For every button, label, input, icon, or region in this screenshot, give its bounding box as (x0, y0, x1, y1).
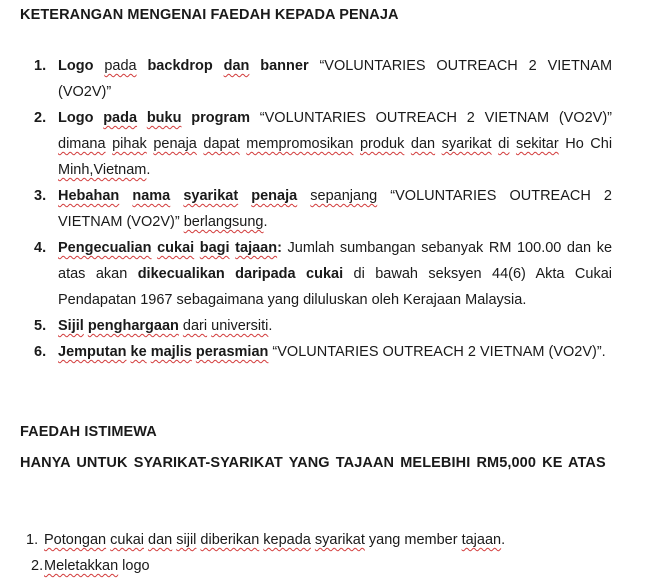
text-run: sijil (176, 532, 197, 548)
text-run: backdrop (147, 58, 213, 74)
special-benefits-heading: FAEDAH ISTIMEWA (20, 424, 157, 440)
text-run (137, 58, 148, 74)
list-number: 2. (34, 110, 47, 126)
document-heading: KETERANGAN MENGENAI FAEDAH KEPADA PENAJA (20, 7, 399, 23)
list-item (24, 183, 612, 235)
text-run: syarikat (183, 188, 239, 204)
text-run: cukai (157, 240, 195, 256)
text-run: penghargaan (87, 318, 179, 334)
text-run: diberikan (200, 532, 260, 548)
text-run: dan (223, 58, 250, 74)
text-run: buku (146, 110, 182, 126)
text-run (93, 110, 103, 126)
text-run: dan (410, 136, 436, 152)
text-run: dapat (203, 136, 240, 152)
text-run: Minh,Vietnam (58, 162, 147, 178)
text-run: perasmian (195, 344, 269, 360)
text-run: Pengecualian (58, 240, 152, 256)
text-run: mempromosikan (246, 136, 354, 152)
text-run: bagi (199, 240, 230, 256)
text-run: : (277, 240, 282, 256)
list-number: 3. (34, 188, 47, 204)
text-run: di bawah seksyen 44(6) Akta Cukai Pendapatan 1967 sebagaimana yang diluluskan oleh Kerajaan Malaysia. (58, 266, 612, 308)
text-run: Hebahan (58, 188, 120, 204)
text-run: syarikat (441, 136, 492, 152)
text-run: . (268, 318, 273, 334)
special-benefits-list (22, 527, 622, 579)
text-run: sekitar (515, 136, 559, 152)
list-number: 5. (34, 318, 47, 334)
text-run: produk (359, 136, 405, 152)
text-run: program (191, 110, 251, 126)
text-run: “VOLUNTARIES OUTREACH 2 VIETNAM (VO2V)” (250, 110, 612, 126)
list-item-text (58, 58, 612, 100)
list-item-text (58, 318, 272, 334)
list-item (22, 553, 622, 579)
list-item-text (58, 344, 606, 360)
text-run: cukai (110, 532, 144, 548)
list-item (22, 527, 622, 553)
text-run: Ho Chi (558, 136, 613, 152)
text-run: penaja (153, 136, 197, 152)
text-run: Logo (58, 58, 94, 74)
list-item (24, 53, 612, 105)
text-run: kepada (263, 532, 311, 548)
text-run: nama (132, 188, 171, 204)
text-run: . (263, 214, 268, 230)
list-item (24, 105, 612, 183)
benefits-list (24, 53, 612, 365)
list-number: 4. (34, 240, 47, 256)
list-number: 2. (31, 558, 44, 574)
list-item-text (58, 188, 612, 230)
list-number: 1. (34, 58, 47, 74)
text-run: . (146, 162, 151, 178)
text-run: “VOLUNTARIES OUTREACH 2 VIETNAM (VO2V)” (58, 58, 613, 100)
text-run: pada (104, 58, 137, 74)
list-item-text (44, 558, 150, 574)
text-run (119, 188, 132, 204)
list-item-text (58, 240, 612, 308)
text-run: pihak (112, 136, 147, 152)
list-item-text (44, 532, 505, 548)
text-run: dari (182, 318, 208, 334)
list-item (24, 313, 612, 339)
text-run: dimana (58, 136, 106, 152)
text-run: pada (103, 110, 138, 126)
list-item-text (58, 110, 612, 178)
text-run (137, 110, 147, 126)
text-run: “VOLUNTARIES OUTREACH 2 VIETNAM (VO2V)” (58, 188, 612, 230)
text-run (213, 58, 224, 74)
text-run (297, 188, 310, 204)
text-run: tajaan (235, 240, 278, 256)
text-run: Sijil (58, 318, 84, 334)
text-run: majlis (150, 344, 192, 360)
list-number: 6. (34, 344, 47, 360)
text-run: berlangsung (183, 214, 264, 230)
list-number: 1. (26, 532, 39, 548)
text-run: “VOLUNTARIES OUTREACH 2 VIETNAM (VO2V)”. (268, 344, 606, 360)
text-run: dikecualikan daripada cukai (137, 266, 344, 282)
text-run (170, 188, 183, 204)
text-run: . (501, 532, 506, 548)
text-run (238, 188, 251, 204)
sponsorship-threshold-heading: HANYA UNTUK SYARIKAT-SYARIKAT YANG TAJAAN MELEBIHI RM5,000 KE ATAS (20, 455, 606, 471)
text-run: Jumlah sumbangan sebanyak RM 100.00 dan ke atas akan (58, 240, 613, 282)
text-run: syarikat (314, 532, 365, 548)
text-run: logo (118, 558, 150, 574)
text-run: Meletakkan (44, 558, 119, 574)
text-run: tajaan (461, 532, 502, 548)
list-item (24, 235, 612, 313)
text-run: penaja (251, 188, 298, 204)
text-run: Logo (58, 110, 94, 126)
text-run: sepanjang (310, 188, 378, 204)
text-run: banner (260, 58, 309, 74)
text-run: universiti (211, 318, 269, 334)
text-run (93, 58, 104, 74)
text-run: di (498, 136, 510, 152)
text-run: ke (130, 344, 147, 360)
text-run: Jemputan (58, 344, 127, 360)
text-run (249, 58, 260, 74)
text-run: dan (148, 532, 173, 548)
text-run (181, 110, 191, 126)
text-run: yang member (364, 532, 462, 548)
text-run: Potongan (44, 532, 107, 548)
list-item (24, 339, 612, 365)
